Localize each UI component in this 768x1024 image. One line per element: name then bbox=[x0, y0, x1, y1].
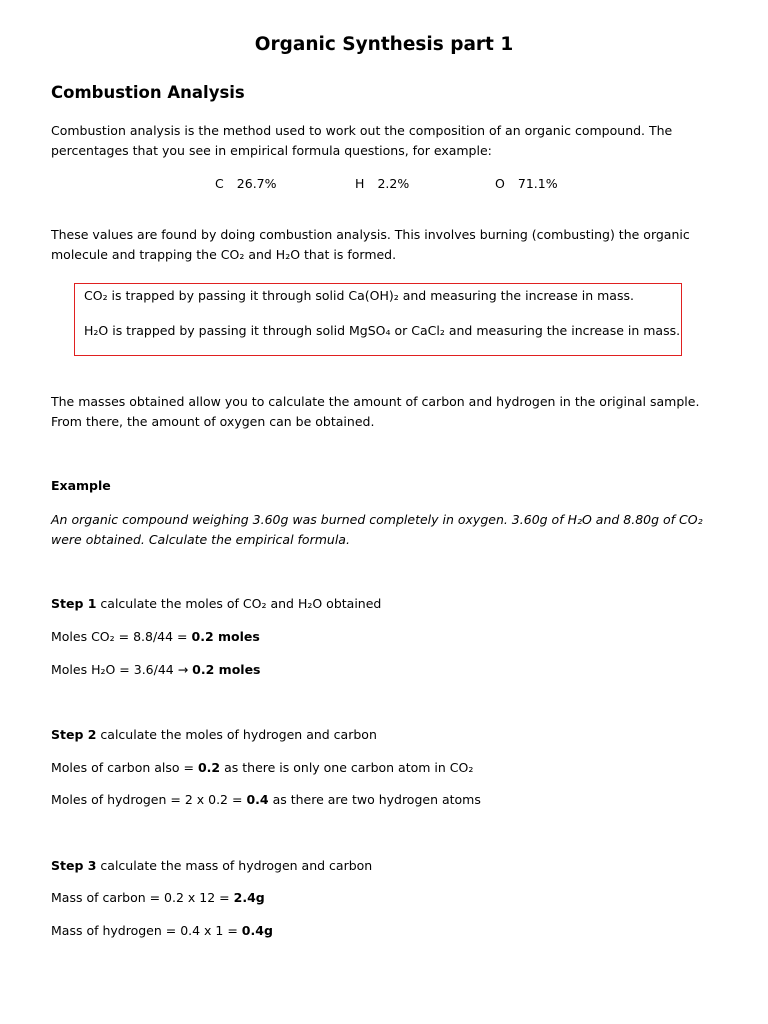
step-label: Step 3 bbox=[51, 858, 97, 873]
element-symbol: H bbox=[355, 176, 365, 191]
step3-mass-hydrogen bbox=[51, 922, 273, 941]
section-heading: Combustion Analysis bbox=[51, 83, 245, 102]
step-description: calculate the moles of hydrogen and carbon bbox=[96, 727, 377, 742]
element-symbol: O bbox=[495, 176, 505, 191]
step2-moles-hydrogen bbox=[51, 791, 481, 810]
percentage-carbon bbox=[215, 175, 277, 194]
element-value: 26.7% bbox=[236, 176, 277, 191]
page-title: Organic Synthesis part 1 bbox=[254, 34, 514, 55]
calc-text: Moles of carbon also = bbox=[51, 760, 198, 775]
element-value: 71.1% bbox=[517, 176, 558, 191]
example-question: An organic compound weighing 3.60g was burned completely in oxygen. 3.60g of H₂O and 8.80g of CO₂ were obtained. Calculate the empirical formula. bbox=[51, 512, 703, 547]
calc-text: Moles H₂O = 3.6/44 → bbox=[51, 662, 193, 677]
calc-result: 0.4 bbox=[246, 792, 269, 807]
calc-explanation: as there is only one carbon atom in CO₂ bbox=[220, 760, 474, 775]
step3-mass-carbon bbox=[51, 889, 265, 908]
calc-text: Mass of hydrogen = 0.4 x 1 = bbox=[51, 923, 242, 938]
co2-trapping-note: CO₂ is trapped by passing it through solid Ca(OH)₂ and measuring the increase in mass. bbox=[84, 288, 634, 303]
calc-result: 0.2 bbox=[197, 760, 221, 775]
step1-moles-co2 bbox=[51, 628, 260, 647]
element-value: 2.2% bbox=[377, 176, 410, 191]
step-label: Step 1 bbox=[51, 596, 97, 611]
percentage-oxygen bbox=[495, 175, 558, 194]
step2-heading bbox=[51, 726, 377, 745]
calc-text: Mass of carbon = 0.2 x 12 = bbox=[51, 890, 234, 905]
intro-paragraph: Combustion analysis is the method used to work out the composition of an organic compound. The percentages that you see in empirical formula questions, for example: bbox=[51, 123, 673, 158]
element-symbol: C bbox=[215, 176, 224, 191]
step-label: Step 2 bbox=[51, 727, 97, 742]
step-description: calculate the mass of hydrogen and carbon bbox=[96, 858, 373, 873]
calc-result: 0.4g bbox=[241, 923, 273, 938]
calc-result: 2.4g bbox=[233, 890, 265, 905]
example-heading: Example bbox=[51, 478, 111, 493]
step1-heading bbox=[51, 595, 381, 614]
values-found-paragraph: These values are found by doing combustion analysis. This involves burning (combusting) the organic molecule and trapping the CO₂ and H₂O that is formed. bbox=[51, 227, 690, 262]
masses-paragraph: The masses obtained allow you to calculate the amount of carbon and hydrogen in the original sample. From there, the amount of oxygen can be obtained. bbox=[51, 394, 700, 429]
step2-moles-carbon bbox=[51, 759, 473, 778]
calc-result: 0.2 moles bbox=[192, 662, 261, 677]
calc-text: Moles of hydrogen = 2 x 0.2 = bbox=[51, 792, 247, 807]
percentage-hydrogen bbox=[355, 175, 409, 194]
h2o-trapping-note: H₂O is trapped by passing it through solid MgSO₄ or CaCl₂ and measuring the increase in mass. bbox=[84, 323, 681, 338]
calc-explanation: as there are two hydrogen atoms bbox=[268, 792, 481, 807]
calc-text: Moles CO₂ = 8.8/44 = bbox=[51, 629, 192, 644]
step-description: calculate the moles of CO₂ and H₂O obtained bbox=[96, 596, 382, 611]
step1-moles-h2o bbox=[51, 661, 260, 680]
step3-heading bbox=[51, 857, 372, 876]
calc-result: 0.2 moles bbox=[191, 629, 260, 644]
trapping-info-box bbox=[74, 283, 682, 356]
